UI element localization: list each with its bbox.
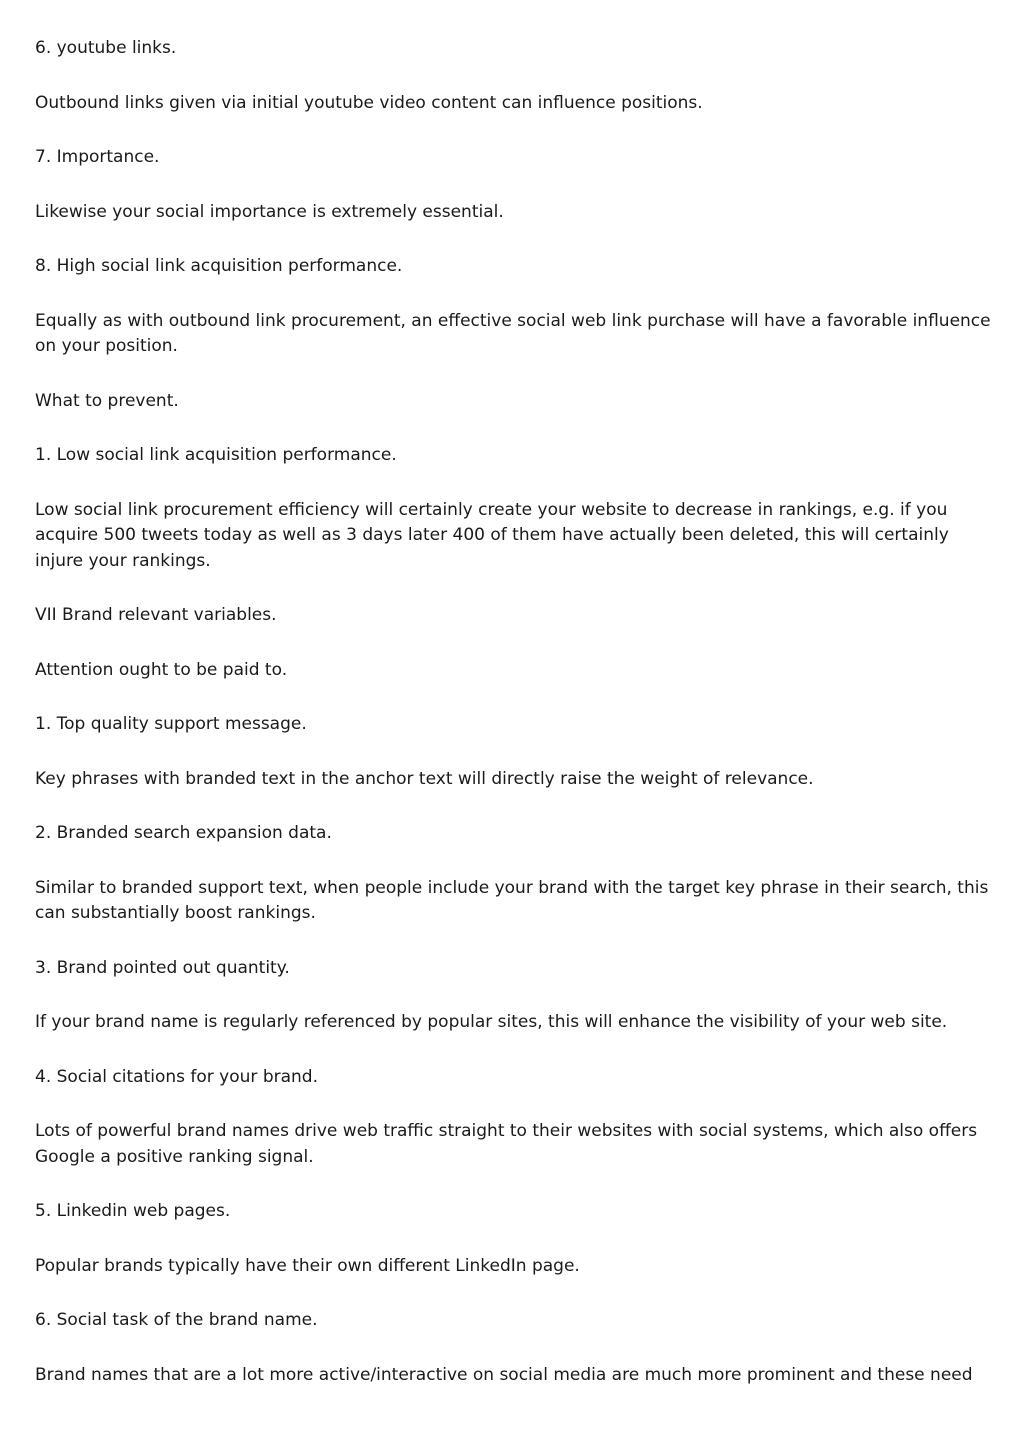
paragraph-outbound-links: Outbound links given via initial youtube video content can influence positions. (35, 92, 703, 113)
paragraph-social-importance: Likewise your social importance is extremely essential. (35, 201, 504, 222)
paragraph-brand-active: Brand names that are a lot more active/interactive on social media are much more prominent and these need (35, 1364, 973, 1385)
document-page (35, 36, 995, 1388)
heading-brand-quantity: 3. Brand pointed out quantity. (35, 957, 290, 978)
heading-social-citations: 4. Social citations for your brand. (35, 1066, 318, 1087)
heading-brand-variables: VII Brand relevant variables. (35, 605, 277, 625)
heading-low-social-link: 1. Low social link acquisition performance. (35, 445, 397, 465)
paragraph-linkedin: Popular brands typically have their own different LinkedIn page. (35, 1255, 580, 1276)
paragraph-social-citations: Lots of powerful brand names drive web traffic straight to their websites with social systems, which also offers Google a positive ranking signal. (35, 1121, 978, 1167)
heading-linkedin-pages: 5. Linkedin web pages. (35, 1201, 231, 1221)
paragraph-key-phrases: Key phrases with branded text in the anchor text will directly raise the weight of relevance. (35, 768, 814, 789)
heading-youtube-links: 6. youtube links. (35, 38, 177, 58)
paragraph-attention: Attention ought to be paid to. (35, 659, 288, 680)
heading-branded-search: 2. Branded search expansion data. (35, 823, 332, 843)
heading-support-message: 1. Top quality support message. (35, 714, 307, 734)
paragraph-low-social-link: Low social link procurement efficiency will certainly create your website to decrease in rankings, e.g. if you acquire 500 tweets today as well as 3 days later 400 of them have actually been deleted, this will certainly injure your rankings. (35, 499, 949, 571)
heading-importance: 7. Importance. (35, 147, 160, 167)
paragraph-brand-referenced: If your brand name is regularly referenced by popular sites, this will enhance the visibility of your web site. (35, 1012, 948, 1032)
paragraph-social-link-purchase: Equally as with outbound link procurement, an effective social web link purchase will have a favorable influence on your position. (35, 310, 991, 356)
paragraph-branded-search: Similar to branded support text, when people include your brand with the target key phrase in their search, this can substantially boost rankings. (35, 877, 989, 923)
heading-what-to-prevent: What to prevent. (35, 390, 179, 411)
heading-high-social-link: 8. High social link acquisition performance. (35, 256, 403, 276)
heading-social-task: 6. Social task of the brand name. (35, 1310, 318, 1330)
